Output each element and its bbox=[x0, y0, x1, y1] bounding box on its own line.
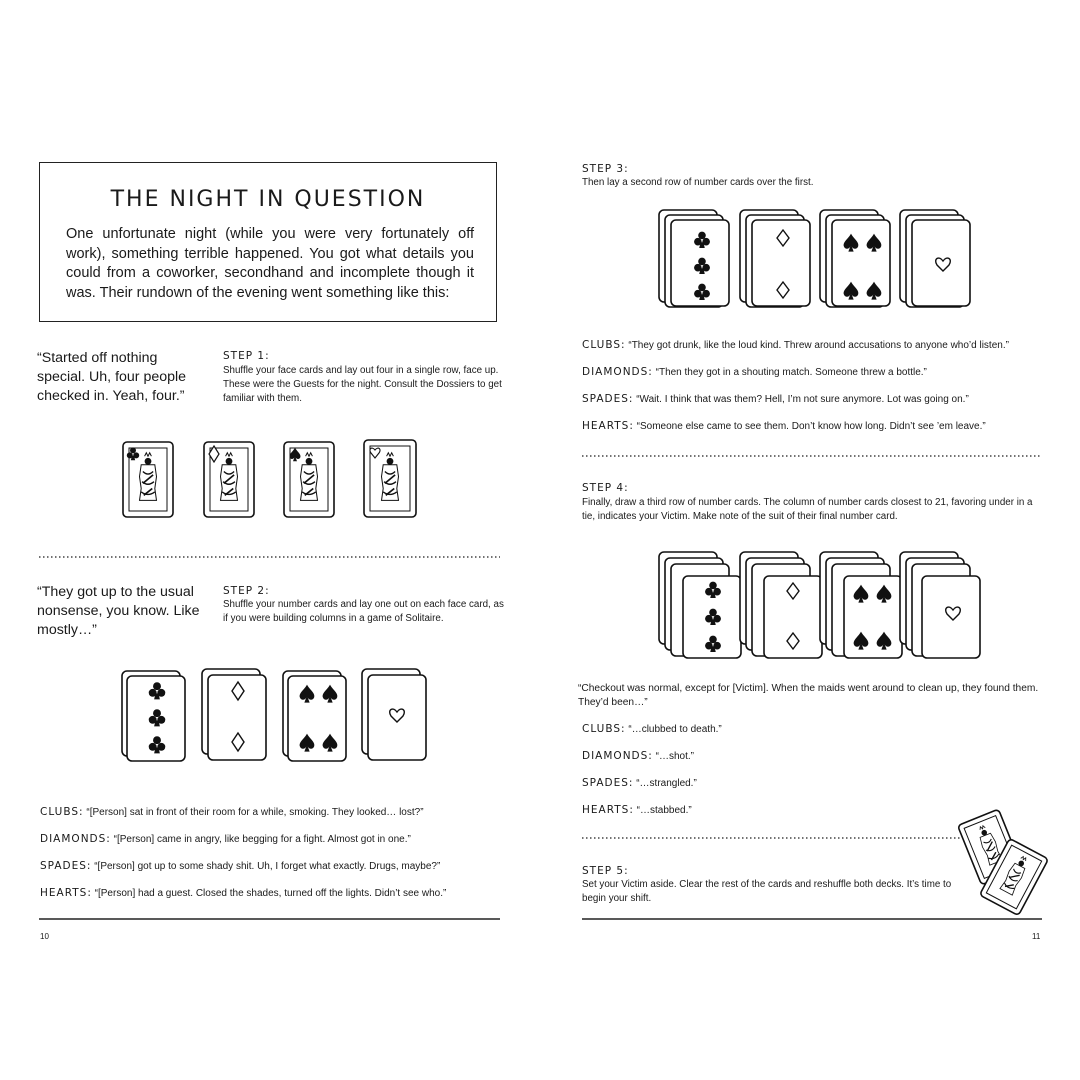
step2-heading: STEP 2: bbox=[223, 585, 270, 597]
step4-quote: “Checkout was normal, except for [Victim]. When the maids went around to clean up, they found them. They’d been…” bbox=[578, 683, 1039, 708]
diamonds-number-card-icon bbox=[202, 669, 266, 760]
step5-text: Set your Victim aside. Clear the rest of the cards and reshuffle both decks. It’s time to begin your shift. bbox=[582, 879, 952, 904]
step1-text: Shuffle your face cards and lay out four in a single row, face up. These were the Guests for the night. Consult the Dossiers to get familiar with them. bbox=[223, 365, 502, 404]
diamonds-stack-3-icon bbox=[740, 552, 822, 658]
step4-text: Finally, draw a third row of number cards. The column of number cards closest to 21, favoring under in a tie, indicates your Victim. Make note of the suit of their final number card. bbox=[582, 497, 1033, 522]
step3-text: Then lay a second row of number cards over the first. bbox=[582, 177, 814, 188]
left-suit-line-clubs: CLUBS: “[Person] sat in front of their room for a while, smoking. They looked… lost?” bbox=[40, 806, 424, 818]
spades-stack-2-icon bbox=[820, 210, 890, 307]
step2-quote: “They got up to the usual nonsense, you know. Like mostly…” bbox=[37, 584, 200, 638]
step5-heading: STEP 5: bbox=[582, 865, 629, 877]
left-suit-line-spades: SPADES: “[Person] got up to some shady shit. Uh, I forget what exactly. Drugs, maybe?” bbox=[40, 860, 441, 872]
right-suit-line-diamonds: DIAMONDS: “Then they got in a shouting match. Someone threw a bottle.” bbox=[582, 366, 927, 378]
diamonds-stack-2-icon bbox=[740, 210, 810, 307]
victim-face-cards-icon bbox=[958, 809, 1049, 915]
outcome-line-clubs: CLUBS: “…clubbed to death.” bbox=[582, 723, 722, 735]
clubs-stack-3-icon bbox=[659, 552, 741, 658]
page-number-left: 10 bbox=[40, 932, 49, 941]
hearts-stack-2-icon bbox=[900, 210, 970, 307]
step3-heading: STEP 3: bbox=[582, 163, 629, 175]
page-number-right: 11 bbox=[1032, 932, 1041, 941]
right-suit-line-hearts: HEARTS: “Someone else came to see them. Don’t know how long. Didn’t see ’em leave.” bbox=[582, 420, 986, 432]
spades-stack-3-icon bbox=[820, 552, 902, 658]
hearts-stack-3-icon bbox=[900, 552, 980, 658]
clubs-number-card-icon bbox=[122, 671, 185, 761]
clubs-stack-2-icon bbox=[659, 210, 729, 307]
outcome-line-spades: SPADES: “…strangled.” bbox=[582, 777, 697, 789]
left-suit-line-hearts: HEARTS: “[Person] had a guest. Closed the shades, turned off the lights. Didn’t see who.” bbox=[40, 887, 447, 899]
hearts-face-card-icon bbox=[364, 440, 416, 517]
outcome-line-hearts: HEARTS: “…stabbed.” bbox=[582, 804, 692, 816]
spades-face-card-icon bbox=[284, 442, 334, 517]
clubs-face-card-icon bbox=[123, 442, 173, 517]
outcome-line-diamonds: DIAMONDS: “…shot.” bbox=[582, 750, 694, 762]
left-suit-line-diamonds: DIAMONDS: “[Person] came in angry, like begging for a fight. Almost got in one.” bbox=[40, 833, 411, 845]
right-suit-line-clubs: CLUBS: “They got drunk, like the loud kind. Threw around accusations to anyone who’d listen.” bbox=[582, 339, 1009, 351]
step2-text: Shuffle your number cards and lay one out on each face card, as if you were building columns in a game of Solitaire. bbox=[223, 599, 504, 624]
page-title: THE NIGHT IN QUESTION bbox=[110, 187, 426, 212]
hearts-number-card-icon bbox=[362, 669, 426, 760]
step4-heading: STEP 4: bbox=[582, 482, 629, 494]
step1-heading: STEP 1: bbox=[223, 350, 270, 362]
right-suit-line-spades: SPADES: “Wait. I think that was them? Hell, I’m not sure anymore. Lot was going on.” bbox=[582, 393, 969, 405]
diamonds-face-card-icon bbox=[204, 442, 254, 517]
intro-paragraph: One unfortunate night (while you were very fortunately off work), something terrible happened. You got what details you could from a coworker, secondhand and incomplete though it was. Their rundown of the evening went something like this: bbox=[66, 226, 474, 301]
step1-quote: “Started off nothing special. Uh, four people checked in. Yeah, four.” bbox=[37, 350, 187, 404]
spades-number-card-icon bbox=[283, 671, 346, 761]
